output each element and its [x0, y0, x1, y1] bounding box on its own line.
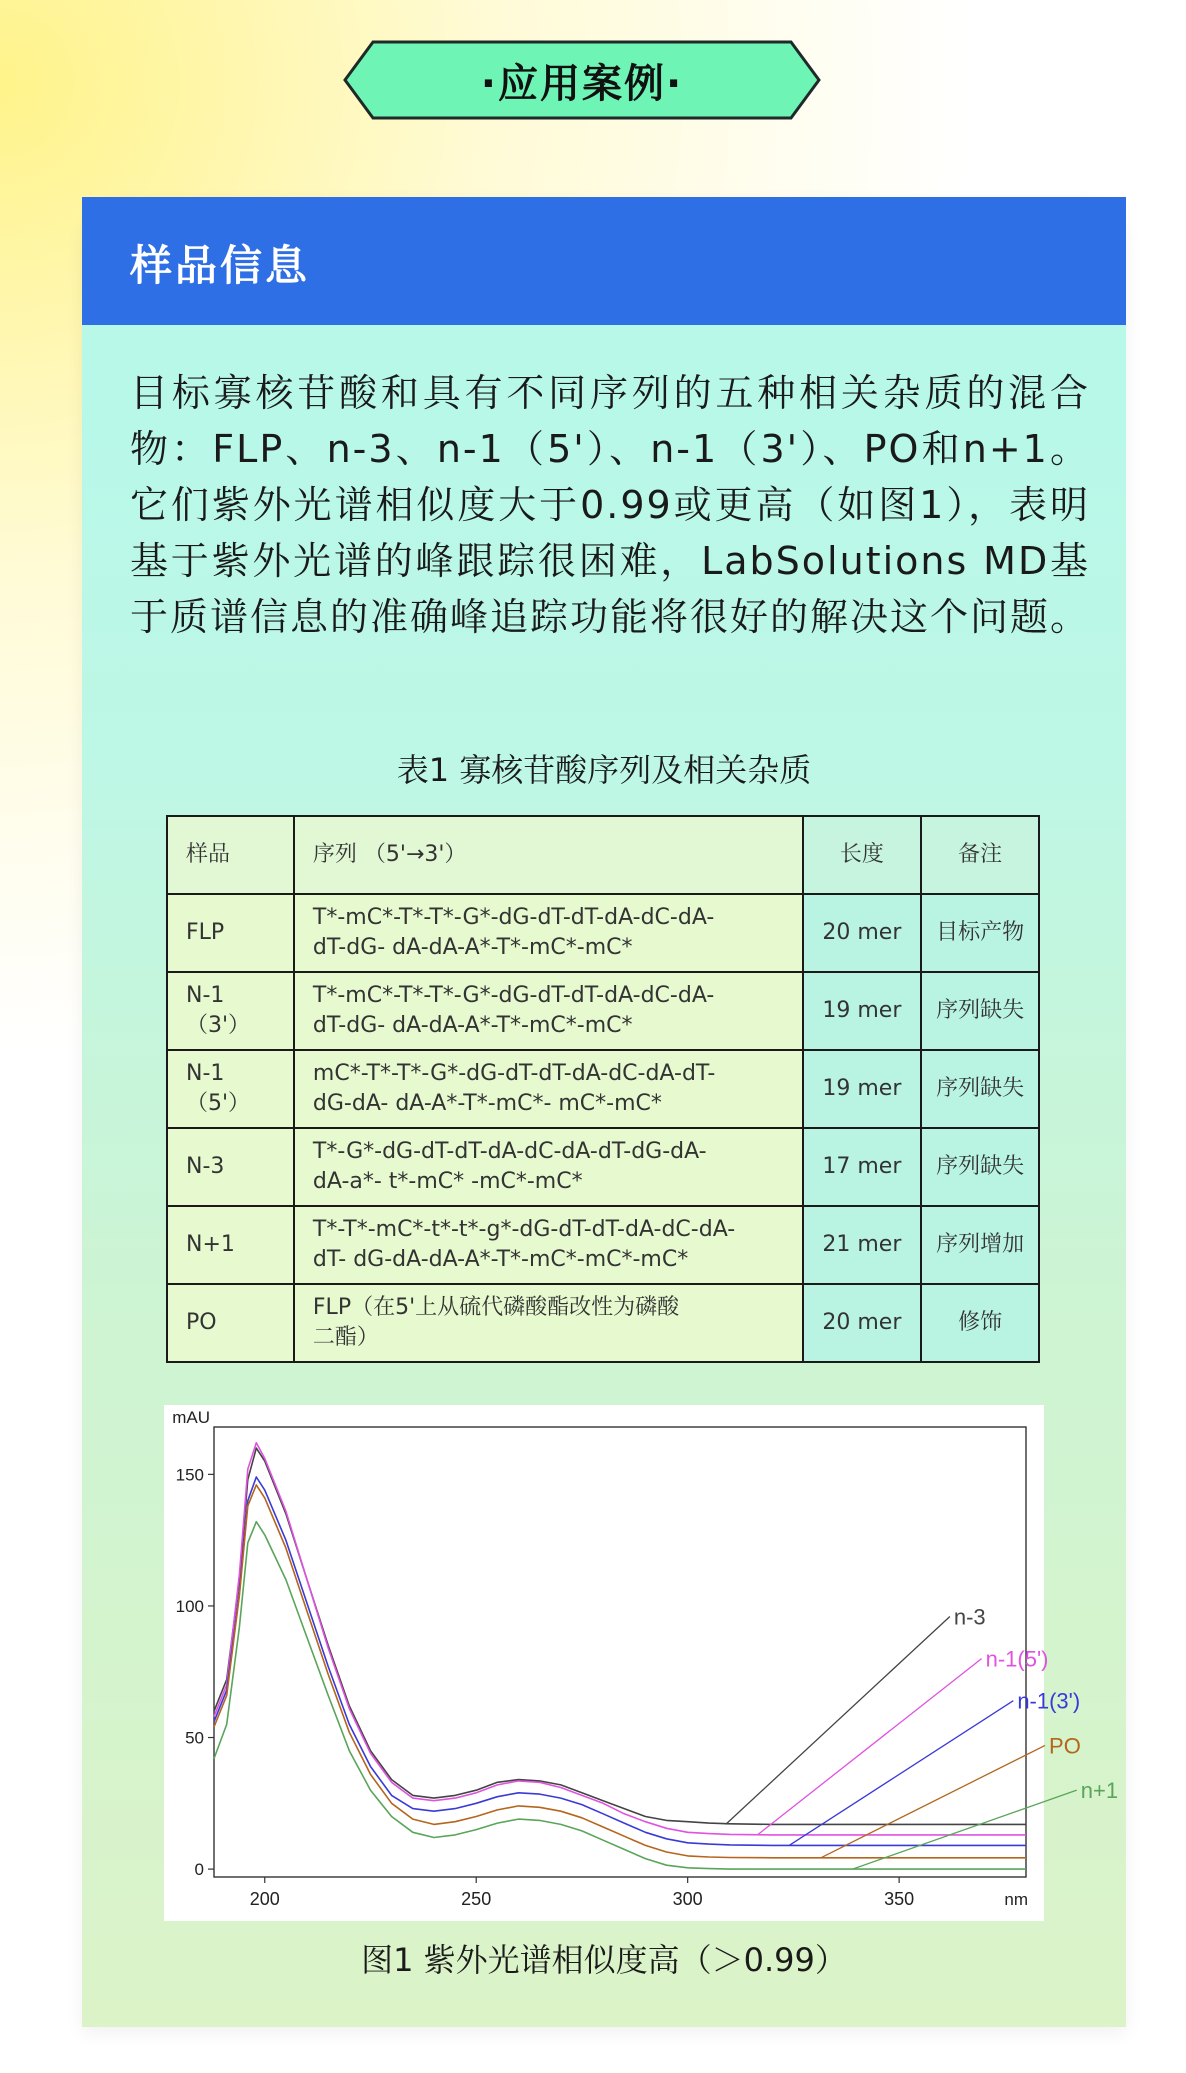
sequence-line: T*-mC*-T*-T*-G*-dG-dT-dT-dA-dC-dA-: [312, 905, 715, 930]
cell-sample: N-1（5'）: [167, 1050, 294, 1128]
header-sequence: 序列 （5'→3'）: [294, 816, 803, 894]
series-label-4: n+1: [1080, 1778, 1119, 1804]
cell-note: 序列缺失: [921, 972, 1039, 1050]
sequence-line: dT- dG-dA-dA-A*-T*-mC*-mC*-mC*: [312, 1247, 689, 1272]
header-length: 长度: [803, 816, 922, 894]
cell-sample: N-1（3'）: [167, 972, 294, 1050]
y-axis-label: mAU: [172, 1408, 210, 1427]
series-label-3: PO: [1049, 1733, 1081, 1759]
sequence-line: dA-a*- t*-mC* -mC*-mC*: [312, 1169, 583, 1194]
cell-sequence: [294, 1128, 803, 1206]
description-paragraph: 目标寡核苷酸和具有不同序列的五种相关杂质的混合物：FLP、n-3、n-1（5'）、n-1（3'）、PO和n+1。它们紫外光谱相似度大于0.99或更高（如图1），表明基于紫外光谱的峰跟踪很困难，LabSolutions MD基于质谱信息的准确峰追踪功能将很好的解决这个问题。: [130, 371, 1091, 639]
cell-sequence: [294, 1284, 803, 1362]
cell-length: 21 mer: [803, 1206, 922, 1284]
series-line-0: [214, 1448, 1026, 1824]
cell-sample: N+1: [167, 1206, 294, 1284]
y-tick-label: 0: [194, 1860, 204, 1880]
x-axis-label: nm: [1004, 1890, 1028, 1909]
table-row: [167, 1050, 1039, 1128]
sequence-line: T*-T*-mC*-t*-t*-g*-dG-dT-dT-dA-dC-dA-: [312, 1217, 736, 1242]
y-tick-label: 100: [175, 1596, 204, 1616]
series-label-1: n-1(5'): [985, 1646, 1049, 1672]
cell-sample: N-3: [167, 1128, 294, 1206]
cell-note: 修饰: [921, 1284, 1039, 1362]
figure-caption: 图1 紫外光谱相似度高（＞0.99）: [361, 1941, 847, 1979]
cell-note: 目标产物: [921, 894, 1039, 972]
series-leader-1: [757, 1659, 981, 1835]
cell-length: 17 mer: [803, 1128, 922, 1206]
sequence-table: [166, 815, 1040, 1363]
cell-sample: PO: [167, 1284, 294, 1362]
series-label-2: n-1(3'): [1017, 1688, 1081, 1714]
sequence-line: FLP（在5'上从硫代磷酸酯改性为磷酸: [312, 1295, 680, 1320]
sample-info-card: [82, 197, 1126, 2027]
cell-length: 20 mer: [803, 894, 922, 972]
cell-sequence: [294, 1206, 803, 1284]
y-tick-label: 50: [185, 1728, 204, 1748]
x-tick-label: 300: [672, 1889, 703, 1909]
x-tick-label: 250: [461, 1889, 492, 1909]
cell-sequence: [294, 972, 803, 1050]
header-note: 备注: [921, 816, 1039, 894]
table-row: [167, 894, 1039, 972]
uv-spectra-chart: [164, 1405, 1119, 1921]
cell-note: 序列增加: [921, 1206, 1039, 1284]
sequence-line: dG-dA- dA-A*-T*-mC*- mC*-mC*: [312, 1091, 662, 1116]
sequence-line: dT-dG- dA-dA-A*-T*-mC*-mC*: [312, 1013, 633, 1038]
banner-label: ·应用案例·: [480, 60, 684, 107]
sequence-line: dT-dG- dA-dA-A*-T*-mC*-mC*: [312, 935, 633, 960]
y-tick-label: 150: [175, 1465, 204, 1485]
card-title: 样品信息: [130, 241, 311, 290]
cell-sample: FLP: [167, 894, 294, 972]
sequence-line: 二酯）: [312, 1325, 379, 1350]
sequence-line: mC*-T*-T*-G*-dG-dT-dT-dA-dC-dA-dT-: [312, 1061, 716, 1086]
cell-note: 序列缺失: [921, 1050, 1039, 1128]
chart-svg: [164, 1405, 1119, 1921]
cell-note: 序列缺失: [921, 1128, 1039, 1206]
cell-sequence: [294, 894, 803, 972]
series-line-1: [214, 1443, 1026, 1835]
sequence-line: T*-G*-dG-dT-dT-dA-dC-dA-dT-dG-dA-: [312, 1139, 707, 1164]
cell-sequence: [294, 1050, 803, 1128]
series-label-0: n-3: [953, 1604, 986, 1630]
sequence-line: T*-mC*-T*-T*-G*-dG-dT-dT-dA-dC-dA-: [312, 983, 715, 1008]
series-leader-0: [726, 1616, 950, 1824]
series-line-2: [214, 1477, 1026, 1845]
x-tick-label: 350: [884, 1889, 915, 1909]
cell-length: 19 mer: [803, 972, 922, 1050]
plot-frame: [214, 1427, 1026, 1877]
cell-length: 20 mer: [803, 1284, 922, 1362]
table-row: [167, 1206, 1039, 1284]
table-caption: 表1 寡核苷酸序列及相关杂质: [396, 751, 812, 789]
header-sample: 样品: [167, 816, 294, 894]
cell-length: 19 mer: [803, 1050, 922, 1128]
x-tick-label: 200: [249, 1889, 280, 1909]
table-header-row: [167, 816, 1039, 894]
section-banner: [343, 40, 821, 120]
table-row: [167, 1284, 1039, 1362]
table-row: [167, 972, 1039, 1050]
table-row: [167, 1128, 1039, 1206]
card-header: [82, 197, 1126, 325]
